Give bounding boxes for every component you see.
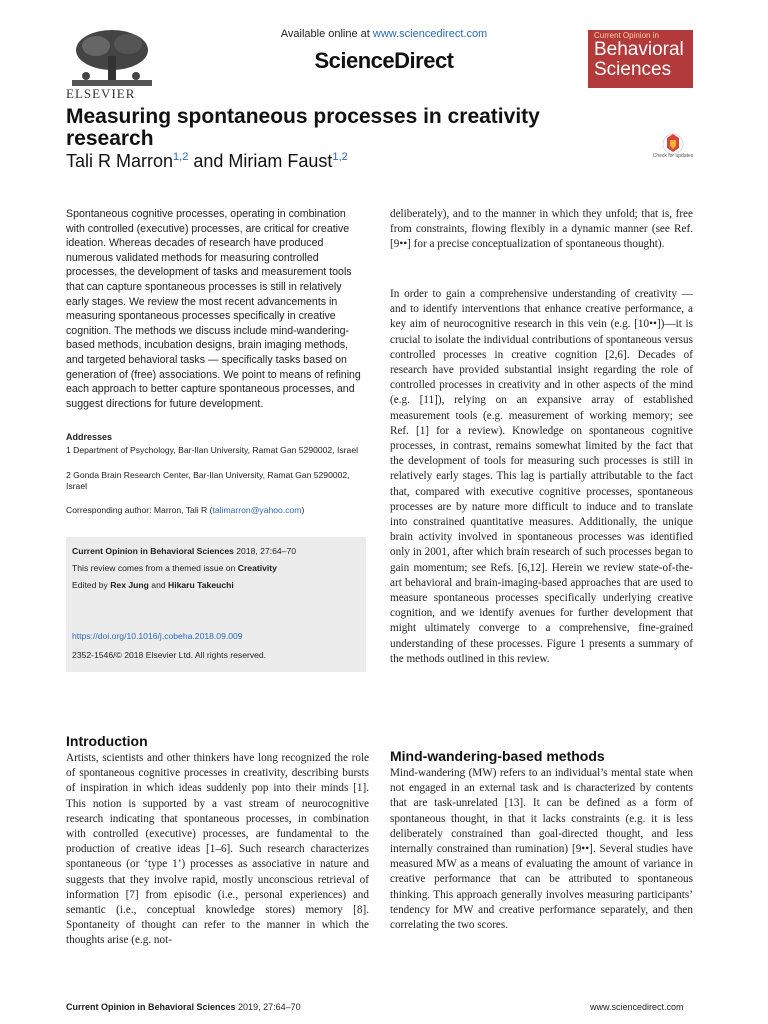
- journal-cover-title: [594, 40, 684, 80]
- introduction-heading: Introduction: [66, 733, 148, 749]
- footer-cite: 2019, 27:64–70: [235, 1002, 301, 1012]
- author-1: Tali R Marron: [66, 151, 174, 171]
- abstract: Spontaneous cognitive processes, operating in combination with controlled (executive) processes, are critical for creative ideation. Whereas decades of research have produced numerous validated methods for measuring controlled processes, the development of tasks and measurement tools that can capture spontaneous processes is still in relatively early stages. We review the most recent advancements in measuring spontaneous processes specifically in creative cognition. The methods we discuss include mind-wandering-based methods, incubation designs, brain imaging methods, and targeted behavioral tasks — specifically tasks based on generation of (free) associations. We point to means of refining each approach to better capture spontaneous processes, and suggest directions for future development.: [66, 208, 361, 410]
- info-theme: [72, 563, 277, 573]
- article-info-box: [66, 537, 366, 672]
- info-edited-and: and: [148, 580, 169, 590]
- sciencedirect-brand: ScienceDirect: [314, 48, 454, 73]
- publisher-name: ELSEVIER: [66, 86, 136, 101]
- info-theme-prefix: This review comes from a themed issue on: [72, 563, 238, 573]
- address-2: 2 Gonda Brain Research Center, Bar-Ilan University, Ramat Gan 5290002, Israel: [66, 470, 350, 491]
- info-edited-prefix: Edited by: [72, 580, 111, 590]
- address-1: 1 Department of Psychology, Bar-Ilan University, Ramat Gan 5290002, Israel: [66, 445, 359, 455]
- info-editor-1: Rex Jung: [110, 580, 149, 590]
- footer-url[interactable]: www.sciencedirect.com: [590, 1002, 684, 1012]
- journal-cover-small: Current Opinion in: [594, 31, 659, 40]
- corresponding-email-link[interactable]: talimarron@yahoo.com: [212, 505, 302, 515]
- issn-copyright: 2352-1546/© 2018 Elsevier Ltd. All rights reserved.: [72, 650, 267, 660]
- corresponding-prefix: Corresponding author: Marron, Tali R (: [66, 505, 213, 515]
- authors-and: and: [188, 151, 229, 171]
- right-paragraph-3: Mind-wandering (MW) refers to an individual’s mental state when not engaged in an external task and is characterized by contents that are task-unrelated [13]. It can be defined as a form of spontaneous thought, in that it lacks constraints (e.g. it is less deliberately constrained than goal-directed thought, and less internally constrained than rumination) [9••]. Several studies have measured MW as a means of evaluating the amount of variance in creative performance that can be attributed to spontaneous thinking. This approach generally involves measuring participants’ tendency for MW and creative performance separately, and then correlating the two scores.: [390, 767, 693, 932]
- right-paragraph-1: deliberately), and to the manner in which they unfold; that is, free from constraints, flowing flexibly in a dynamic manner (see Ref. [9••] for a precise conceptualization of spontaneous thought).: [390, 208, 693, 251]
- article-title: Measuring spontaneous processes in creativity research: [66, 105, 540, 150]
- journal-cover-title-1: Behavioral: [594, 39, 684, 60]
- journal-cover-title-2: Sciences: [594, 59, 672, 80]
- info-theme-name: Creativity: [237, 563, 277, 573]
- check-for-updates-icon[interactable]: [653, 130, 693, 170]
- footer-citation: [66, 1002, 301, 1012]
- sciencedirect-url-link[interactable]: www.sciencedirect.com: [372, 28, 488, 40]
- availability-prefix: Available online at: [280, 28, 373, 40]
- info-journal: Current Opinion in Behavioral Sciences: [72, 546, 234, 556]
- check-for-updates-label: Check for updates: [652, 153, 694, 159]
- footer-journal: Current Opinion in Behavioral Sciences: [66, 1002, 236, 1012]
- right-paragraph-2: In order to gain a comprehensive understanding of creativity — and to identify interventions that enhance creative performance, a key aim of neurocognitive research in this vein (e.g. [10••])—it is crucial to isolate the individual contributions of spontaneous versus controlled processes in creative cognition [2,6]. Decades of research have provided substantial insight regarding the role of controlled processes in creativity and in other aspects of the mind (e.g. [11]), relying on an expansive array of established measurement tools (e.g. measurement of working memory; see Ref. [1] for a review). Knowledge on spontaneous cognitive processes, in contrast, remains somewhat limited by the fact that the development of tools for measuring such processes is still in relatively early stages. This lag is partially attributable to the fact that, compared with executive cognitive processes, spontaneous processes are by nature more difficult to induce and to translate into constrained quantitative measures. Additionally, the unique brain activity involved in spontaneous processes was identified only in 2001, after which brain research of such processes began to gain momentum; see Refs. [6,12]. Herein we review state-of-the-art behavioral and brain-imaging-based approaches that are used to measure spontaneous processes specifically underlying creative cognition, and we identify avenues for further development that might ultimately converge to a comprehensive, fine-grained understanding of these processes. Figure 1 presents a summary of the methods outlined in this review.: [390, 288, 693, 665]
- corresponding-author: [66, 505, 366, 515]
- doi-link[interactable]: https://doi.org/10.1016/j.cobeha.2018.09.009: [72, 631, 243, 641]
- info-cite: 2018, 27:64–70: [233, 546, 297, 556]
- author-2: Miriam Faust: [228, 151, 333, 171]
- mind-wandering-heading: Mind-wandering-based methods: [390, 748, 605, 764]
- info-citation: [72, 546, 296, 556]
- info-editors: [72, 580, 234, 590]
- corresponding-suffix: ): [301, 505, 305, 515]
- introduction-text: Artists, scientists and other thinkers have long recognized the role of spontaneous cognitive processes in creativity, describing bursts of inspiration in which ideas suddenly pop into their minds [1]. This notion is supported by a vast stream of neurocognitive research indicating that spontaneous processes, in combination with controlled (executive) processes, are fundamental to the production of creative ideas [1–6]. Such research characterizes spontaneous (or ‘type 1’) processes as associative in nature and suggests that they involve rapid, mostly unconscious retrieval of information [7] from episodic (i.e., personal experiences) and semantic (i.e., conceptual knowledge stores) memory [8]. Spontaneity of thought can refer to the manner in which the thoughts arise (e.g. not-: [66, 752, 369, 947]
- authors-line: [66, 151, 348, 172]
- info-editor-2: Hikaru Takeuchi: [168, 580, 234, 590]
- journal-cover: [588, 30, 693, 88]
- addresses-heading: Addresses: [66, 432, 113, 442]
- author-2-affil[interactable]: 1,2: [332, 151, 348, 163]
- author-1-affil[interactable]: 1,2: [173, 151, 189, 163]
